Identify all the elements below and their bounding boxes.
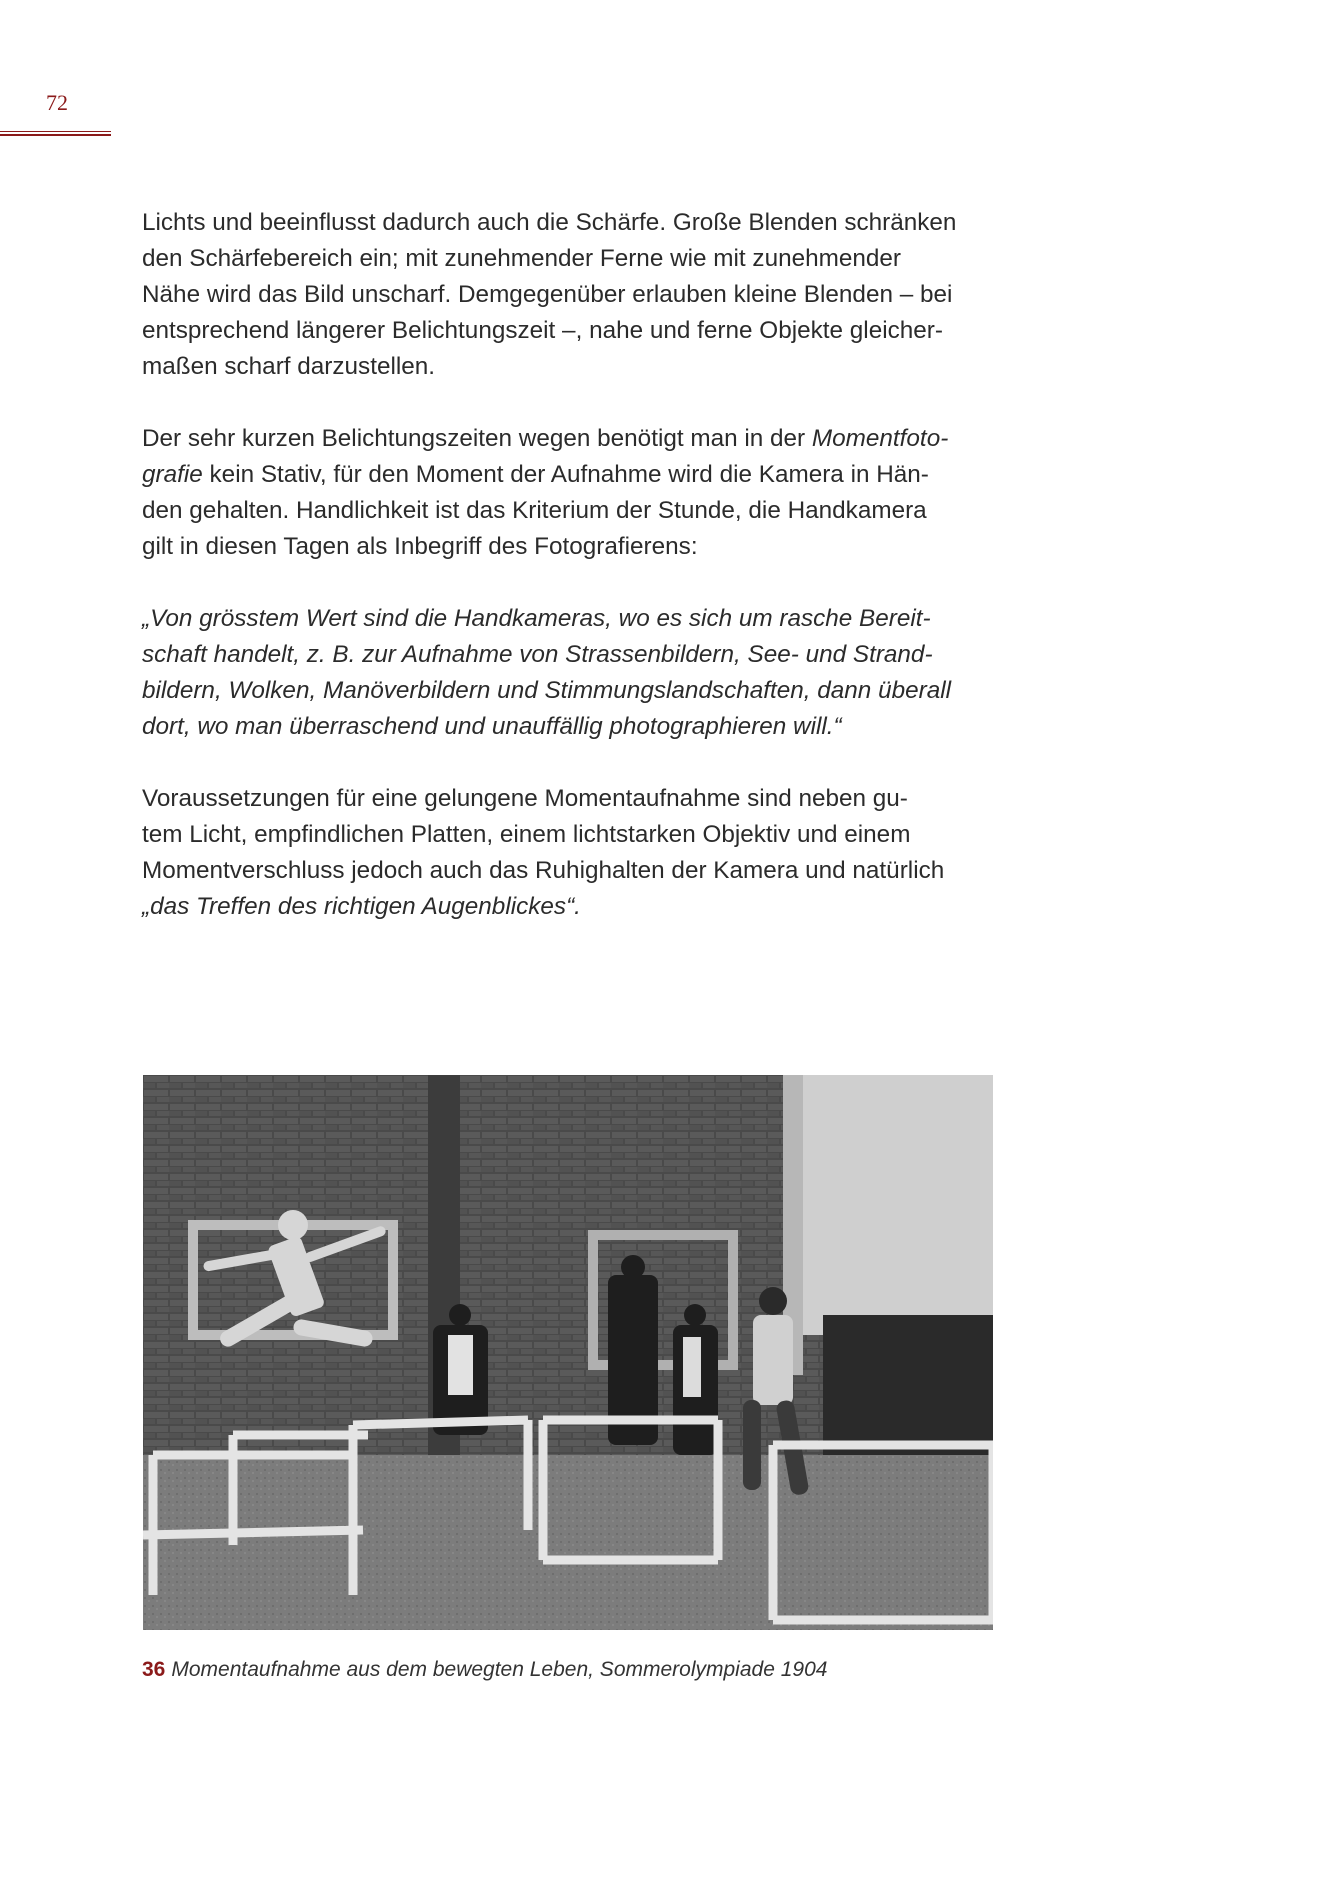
text-span: Der sehr kurzen Belichtungszeiten wegen benötigt man in der xyxy=(142,425,812,452)
photo-drawing xyxy=(143,1075,993,1630)
text-line: den gehalten. Handlichkeit ist das Kriterium der Stunde, die Handkamera xyxy=(142,497,927,524)
italic-term: grafie xyxy=(142,461,203,488)
quote-line: bildern, Wolken, Manöverbildern und Stimmungslandschaften, dann überall xyxy=(142,677,952,704)
figure-caption xyxy=(142,1658,1242,1682)
paragraph-2 xyxy=(142,421,1042,565)
text-line: entsprechend längerer Belichtungszeit –, nahe und ferne Objekte gleicher- xyxy=(142,317,943,344)
caption-text: Momentaufnahme aus dem bewegten Leben, Sommerolympiade 1904 xyxy=(171,1658,828,1681)
text-line: Lichts und beeinflusst dadurch auch die Schärfe. Große Blenden schränken xyxy=(142,209,957,236)
quote-line: „Von grösstem Wert sind die Handkameras, wo es sich um rasche Bereit- xyxy=(142,605,931,632)
paragraph-1 xyxy=(142,205,1042,385)
text-line: tem Licht, empfindlichen Platten, einem lichtstarken Objektiv und einem xyxy=(142,821,911,848)
page-number: 72 xyxy=(46,90,68,115)
text-line: den Schärfebereich ein; mit zunehmender Ferne wie mit zunehmender xyxy=(142,245,902,272)
bright-building xyxy=(783,1075,993,1335)
text-line: Voraussetzungen für eine gelungene Momentaufnahme sind neben gu- xyxy=(142,785,908,812)
italic-term: Momentfoto- xyxy=(811,425,949,452)
text-line: maßen scharf darzustellen. xyxy=(142,353,436,380)
historical-photo xyxy=(143,1075,993,1630)
text-span: kein Stativ, für den Moment der Aufnahme wird die Kamera in Hän- xyxy=(202,461,929,488)
header-rule-thick xyxy=(0,134,111,136)
text-line xyxy=(142,457,1042,493)
text-line xyxy=(142,421,1042,457)
paragraph-4 xyxy=(142,781,1042,925)
text-line: „das Treffen des richtigen Augenblickes“. xyxy=(142,893,581,920)
text-line: Nähe wird das Bild unscharf. Demgegenüber erlauben kleine Blenden – bei xyxy=(142,281,953,308)
block-quote xyxy=(142,601,1042,745)
body-text xyxy=(142,205,1042,925)
quote-line: dort, wo man überraschend und unauffällig photographieren will.“ xyxy=(142,713,842,740)
header-rule xyxy=(0,131,111,132)
quote-line: schaft handelt, z. B. zur Aufnahme von Strassenbildern, See- und Strand- xyxy=(142,641,933,668)
track-ground xyxy=(143,1455,993,1630)
figure-number: 36 xyxy=(142,1658,166,1681)
text-line: Momentverschluss jedoch auch das Ruhighalten der Kamera und natürlich xyxy=(142,857,945,884)
text-line: gilt in diesen Tagen als Inbegriff des Fotografierens: xyxy=(142,533,698,560)
